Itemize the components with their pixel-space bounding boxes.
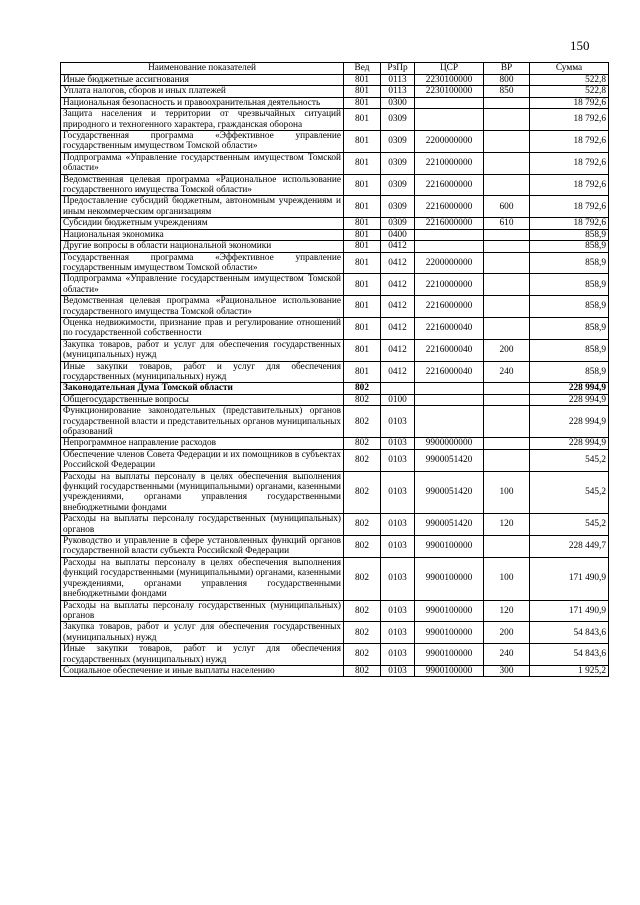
cell-sum: 18 792,6 [530,152,609,174]
cell-sum: 545,2 [530,449,609,471]
cell-name: Расходы на выплаты персоналу государственных (муниципальных) органов [61,600,344,622]
cell-vr: 200 [484,339,530,361]
cell-name: Функционирование законодательных (представительных) органов государственной власти и представительных органов муниципальных образований [61,406,344,438]
cell-sum: 858,9 [530,241,609,252]
cell-vr [484,274,530,296]
cell-csr: 2210000000 [415,274,484,296]
cell-csr: 2216000000 [415,174,484,196]
cell-ved: 802 [344,406,381,438]
cell-vr [484,131,530,153]
cell-sum: 858,9 [530,296,609,318]
cell-sum: 858,9 [530,229,609,240]
page-number: 150 [570,38,590,53]
cell-name: Государственная программа «Эффективное управление государственным имуществом Томской области» [61,252,344,274]
cell-sum: 545,2 [530,514,609,536]
cell-csr [415,229,484,240]
table-row [61,394,609,405]
cell-rzpr: 0309 [381,152,415,174]
cell-vr [484,241,530,252]
header-ved: Вед [344,63,381,75]
table-row [61,296,609,318]
table-row [61,383,609,394]
cell-csr [415,97,484,108]
table-row [61,86,609,97]
cell-name: Иные закупки товаров, работ и услуг для обеспечения государственных (муниципальных) нужд [61,361,344,383]
cell-sum: 545,2 [530,471,609,514]
cell-rzpr: 0309 [381,109,415,131]
table-row [61,131,609,153]
cell-name: Расходы на выплаты персоналу в целях обеспечения выполнения функций государственными (муниципальными) органами, казенными учреждениями, органами управления государственными внебюджетными фондами [61,557,344,600]
cell-rzpr: 0103 [381,557,415,600]
cell-rzpr: 0412 [381,241,415,252]
cell-vr: 300 [484,665,530,676]
cell-name: Субсидии бюджетным учреждениям [61,218,344,229]
cell-rzpr: 0412 [381,317,415,339]
cell-sum: 18 792,6 [530,196,609,218]
cell-csr: 9900100000 [415,622,484,644]
cell-rzpr [381,383,415,394]
table-row [61,514,609,536]
table-row [61,339,609,361]
cell-sum: 228 994,9 [530,438,609,449]
cell-name: Обеспечение членов Совета Федерации и их помощников в субъектах Российской Федерации [61,449,344,471]
cell-csr: 9900051420 [415,514,484,536]
cell-vr [484,536,530,558]
cell-csr [415,383,484,394]
cell-csr: 9900051420 [415,471,484,514]
cell-name: Расходы на выплаты персоналу государственных (муниципальных) органов [61,514,344,536]
cell-csr [415,109,484,131]
cell-name: Защита населения и территории от чрезвычайных ситуаций природного и техногенного характера, гражданская оборона [61,109,344,131]
cell-vr: 240 [484,644,530,666]
cell-vr: 100 [484,471,530,514]
cell-csr: 2216000040 [415,361,484,383]
cell-rzpr: 0412 [381,339,415,361]
header-csr: ЦСР [415,63,484,75]
cell-vr: 850 [484,86,530,97]
cell-ved: 801 [344,218,381,229]
table-row [61,471,609,514]
cell-csr: 9900000000 [415,438,484,449]
cell-ved: 802 [344,514,381,536]
cell-vr [484,394,530,405]
cell-csr: 9900100000 [415,600,484,622]
cell-sum: 522,8 [530,86,609,97]
cell-ved: 801 [344,361,381,383]
cell-ved: 802 [344,644,381,666]
header-vr: ВР [484,63,530,75]
cell-vr: 610 [484,218,530,229]
cell-ved: 802 [344,622,381,644]
cell-rzpr: 0103 [381,600,415,622]
cell-sum: 522,8 [530,75,609,86]
cell-sum: 18 792,6 [530,109,609,131]
cell-rzpr: 0113 [381,86,415,97]
cell-name: Ведомственная целевая программа «Рациональное использование государственного имущества Томской области» [61,296,344,318]
cell-rzpr: 0309 [381,218,415,229]
cell-name: Иные закупки товаров, работ и услуг для обеспечения государственных (муниципальных) нужд [61,644,344,666]
cell-rzpr: 0103 [381,514,415,536]
cell-name: Руководство и управление в сфере установленных функций органов государственной власти субъекта Российской Федерации [61,536,344,558]
cell-ved: 801 [344,339,381,361]
cell-vr [484,109,530,131]
cell-csr: 2230100000 [415,86,484,97]
cell-vr: 200 [484,622,530,644]
table-row [61,274,609,296]
cell-vr [484,152,530,174]
cell-rzpr: 0412 [381,296,415,318]
cell-vr: 800 [484,75,530,86]
cell-sum: 228 994,9 [530,383,609,394]
cell-vr [484,317,530,339]
cell-rzpr: 0412 [381,274,415,296]
cell-sum: 1 925,2 [530,665,609,676]
cell-ved: 802 [344,449,381,471]
cell-name: Ведомственная целевая программа «Рациональное использование государственного имущества Томской области» [61,174,344,196]
cell-name: Подпрограмма «Управление государственным имуществом Томской области» [61,152,344,174]
table-row [61,75,609,86]
cell-csr: 2216000040 [415,317,484,339]
cell-vr: 600 [484,196,530,218]
table-row [61,196,609,218]
table-row [61,644,609,666]
cell-vr [484,174,530,196]
cell-ved: 801 [344,296,381,318]
table-row [61,109,609,131]
cell-ved: 801 [344,241,381,252]
header-sum: Сумма [530,63,609,75]
cell-rzpr: 0103 [381,644,415,666]
cell-vr [484,438,530,449]
cell-sum: 858,9 [530,274,609,296]
cell-ved: 801 [344,174,381,196]
table-header-row [61,63,609,75]
table-row [61,97,609,108]
cell-ved: 801 [344,317,381,339]
cell-rzpr: 0103 [381,438,415,449]
cell-csr [415,406,484,438]
cell-ved: 802 [344,383,381,394]
cell-ved: 801 [344,196,381,218]
table-row [61,557,609,600]
cell-ved: 801 [344,109,381,131]
cell-ved: 802 [344,471,381,514]
table-row [61,229,609,240]
cell-ved: 801 [344,75,381,86]
cell-rzpr: 0400 [381,229,415,240]
cell-csr: 2216000000 [415,218,484,229]
table-row [61,218,609,229]
cell-csr [415,394,484,405]
header-rzpr: РзПр [381,63,415,75]
cell-name: Социальное обеспечение и иные выплаты населению [61,665,344,676]
cell-ved: 802 [344,665,381,676]
cell-sum: 54 843,6 [530,644,609,666]
cell-csr: 2216000000 [415,196,484,218]
cell-ved: 801 [344,131,381,153]
cell-rzpr: 0103 [381,471,415,514]
cell-name: Национальная экономика [61,229,344,240]
cell-csr: 2230100000 [415,75,484,86]
cell-name: Закупка товаров, работ и услуг для обеспечения государственных (муниципальных) нужд [61,339,344,361]
cell-rzpr: 0113 [381,75,415,86]
cell-sum: 228 994,9 [530,406,609,438]
table-row [61,252,609,274]
cell-name: Государственная программа «Эффективное управление государственным имуществом Томской области» [61,131,344,153]
cell-name: Общегосударственные вопросы [61,394,344,405]
table-row [61,536,609,558]
cell-ved: 801 [344,97,381,108]
cell-name: Предоставление субсидий бюджетным, автономным учреждениям и иным некоммерческим организациям [61,196,344,218]
cell-vr [484,229,530,240]
cell-name: Уплата налогов, сборов и иных платежей [61,86,344,97]
cell-name: Расходы на выплаты персоналу в целях обеспечения выполнения функций государственными (муниципальными) органами, казенными учреждениями, органами управления государственными внебюджетными фондами [61,471,344,514]
cell-csr [415,241,484,252]
cell-vr: 120 [484,600,530,622]
cell-csr: 2210000000 [415,152,484,174]
cell-csr: 2200000000 [415,131,484,153]
cell-sum: 18 792,6 [530,174,609,196]
cell-sum: 54 843,6 [530,622,609,644]
cell-name: Национальная безопасность и правоохранительная деятельность [61,97,344,108]
cell-rzpr: 0309 [381,131,415,153]
cell-sum: 858,9 [530,339,609,361]
cell-sum: 171 490,9 [530,557,609,600]
cell-sum: 858,9 [530,317,609,339]
cell-rzpr: 0309 [381,196,415,218]
table-row [61,622,609,644]
table-row [61,241,609,252]
table-row [61,600,609,622]
budget-table [60,62,609,677]
cell-csr: 9900100000 [415,665,484,676]
cell-rzpr: 0103 [381,536,415,558]
cell-csr: 2216000040 [415,339,484,361]
cell-csr: 9900100000 [415,536,484,558]
cell-ved: 801 [344,229,381,240]
cell-rzpr: 0300 [381,97,415,108]
cell-vr [484,449,530,471]
cell-vr [484,296,530,318]
cell-ved: 802 [344,438,381,449]
cell-rzpr: 0103 [381,665,415,676]
cell-name: Иные бюджетные ассигнования [61,75,344,86]
cell-csr: 2216000000 [415,296,484,318]
cell-ved: 802 [344,536,381,558]
cell-ved: 802 [344,557,381,600]
cell-sum: 18 792,6 [530,218,609,229]
cell-sum: 228 449,7 [530,536,609,558]
cell-vr [484,383,530,394]
cell-name: Закупка товаров, работ и услуг для обеспечения государственных (муниципальных) нужд [61,622,344,644]
table-row [61,361,609,383]
cell-rzpr: 0412 [381,361,415,383]
cell-ved: 801 [344,152,381,174]
table-row [61,665,609,676]
table-row [61,152,609,174]
cell-sum: 858,9 [530,361,609,383]
cell-rzpr: 0103 [381,449,415,471]
cell-rzpr: 0103 [381,622,415,644]
table-row [61,438,609,449]
table-row [61,317,609,339]
cell-ved: 801 [344,274,381,296]
cell-vr [484,406,530,438]
cell-name: Непрограммное направление расходов [61,438,344,449]
cell-sum: 171 490,9 [530,600,609,622]
cell-ved: 801 [344,86,381,97]
cell-sum: 18 792,6 [530,131,609,153]
cell-name: Оценка недвижимости, признание прав и регулирование отношений по государственной собственности [61,317,344,339]
cell-ved: 802 [344,394,381,405]
table-row [61,406,609,438]
cell-sum: 858,9 [530,252,609,274]
table-row [61,174,609,196]
cell-rzpr: 0103 [381,406,415,438]
cell-vr: 120 [484,514,530,536]
cell-vr: 240 [484,361,530,383]
cell-sum: 228 994,9 [530,394,609,405]
cell-csr: 9900100000 [415,644,484,666]
cell-csr: 9900100000 [415,557,484,600]
header-name: Наименование показателей [61,63,344,75]
cell-rzpr: 0100 [381,394,415,405]
cell-name: Подпрограмма «Управление государственным имуществом Томской области» [61,274,344,296]
cell-csr: 2200000000 [415,252,484,274]
cell-vr: 100 [484,557,530,600]
cell-name: Другие вопросы в области национальной экономики [61,241,344,252]
cell-rzpr: 0309 [381,174,415,196]
cell-ved: 802 [344,600,381,622]
cell-name: Законодательная Дума Томской области [61,383,344,394]
cell-csr: 9900051420 [415,449,484,471]
cell-rzpr: 0412 [381,252,415,274]
cell-ved: 801 [344,252,381,274]
table-row [61,449,609,471]
cell-vr [484,252,530,274]
cell-vr [484,97,530,108]
cell-sum: 18 792,6 [530,97,609,108]
